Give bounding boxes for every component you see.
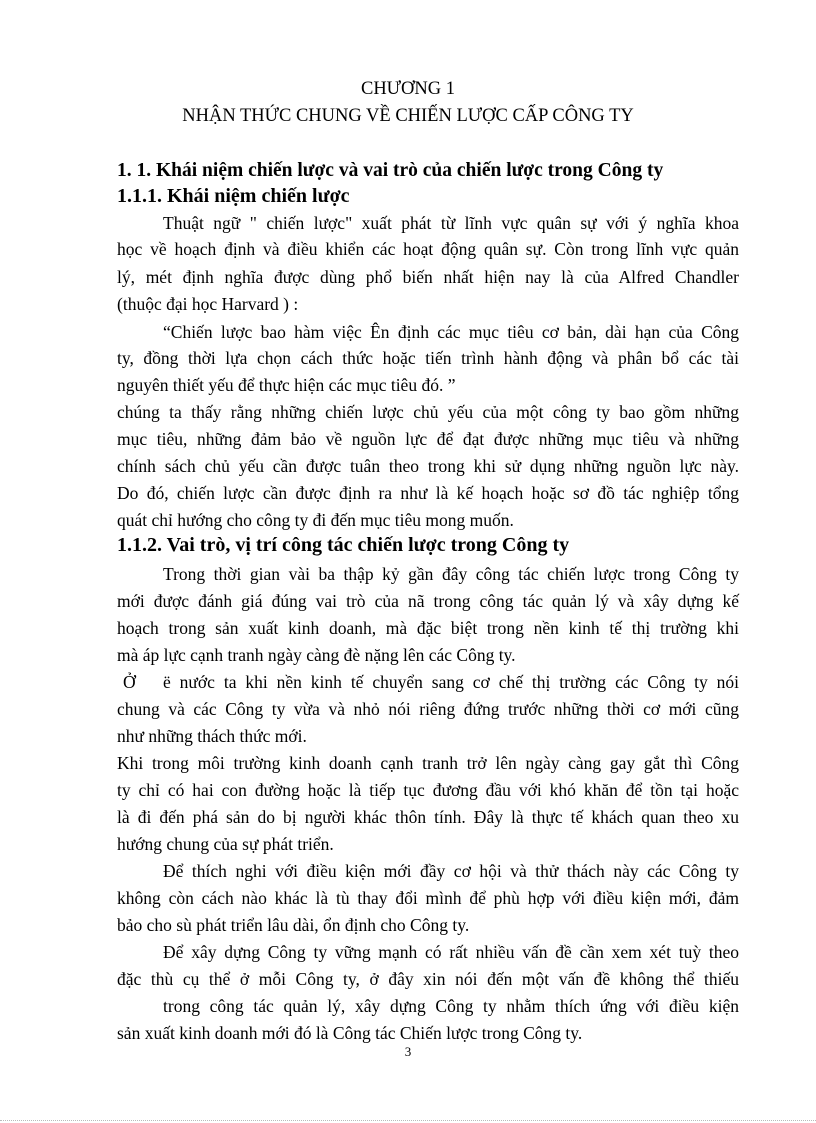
section-heading: 1. 1. Khái niệm chiến lược và vai trò của chiến lược trong Công ty (117, 160, 664, 181)
paragraph-line: mà áp lực cạnh tranh ngày càng đè nặng lên các Công ty. (117, 645, 516, 665)
paragraph-line: trong công tác quản lý, xây dựng Công ty nhằm thích ứng với điều kiện (163, 996, 739, 1016)
paragraph-line: không còn cách nào khác là tù thay đổi mình để phù hợp với điều kiện mới, đảm (117, 888, 739, 908)
paragraph-line: đặc thù cụ thể ở mỗi Công ty, ở đây xin nói đến một vấn đề không thể thiếu (117, 969, 739, 989)
paragraph-line: Trong thời gian vài ba thập kỷ gần đây công tác chiến lược trong Công ty (163, 564, 739, 584)
quote-line: ty, đồng thời lựa chọn cách thức hoặc tiến trình hành động và phân bổ các tài (117, 348, 739, 368)
paragraph-line: học về hoạch định và điều khiển các hoạt động quân sự. Còn trong lĩnh vực quản (117, 239, 739, 259)
paragraph-line: lý, mét định nghĩa được dùng phổ biến nhất hiện nay là của Alfred Chandler (117, 267, 739, 287)
paragraph-line: hoạch trong sản xuất kinh doanh, mà đặc biệt trong nền kinh tế thị trường khi (117, 618, 739, 638)
paragraph-line: Để xây dựng Công ty vững mạnh có rất nhiều vấn đề cần xem xét tuỳ theo (163, 942, 739, 962)
page-break-divider (0, 1120, 816, 1121)
paragraph-line: bảo cho sù phát triển lâu dài, ổn định cho Công ty. (117, 915, 470, 935)
quote-line: “Chiến lược bao hàm việc Ên định các mục tiêu cơ bản, dài hạn của Công (163, 322, 739, 342)
paragraph-line: Để thích nghi với điều kiện mới đầy cơ hội và thử thách này các Công ty (163, 861, 739, 881)
paragraph-line: mới được đánh giá đúng vai trò của nã trong công tác quản lý và xây dựng kế (117, 591, 739, 611)
quote-line: nguyên thiết yếu để thực hiện các mục tiêu đó. ” (117, 375, 456, 395)
paragraph-line: Khi trong môi trường kinh doanh cạnh tranh trở lên ngày càng gay gắt thì Công (117, 753, 739, 773)
paragraph-line: Do đó, chiến lược cần được định ra như là kế hoạch hoặc sơ đồ tác nghiệp tổng (117, 483, 739, 503)
chapter-number: CHƯƠNG 1 (360, 79, 455, 99)
paragraph-line: (thuộc đại học Harvard ) : (117, 294, 299, 314)
page-number: 3 (404, 1044, 412, 1059)
paragraph-line: chúng ta thấy rằng những chiến lược chủ yếu của một công ty bao gồm những (117, 402, 739, 422)
paragraph-line: là đi đến phá sản do bị người khác thôn tính. Đây là thực tế khách quan theo xu (117, 807, 739, 827)
paragraph-line: Thuật ngữ " chiến lược" xuất phát từ lĩnh vực quân sự với ý nghĩa khoa (163, 213, 739, 233)
paragraph-line: sản xuất kinh doanh mới đó là Công tác Chiến lược trong Công ty. (117, 1023, 583, 1043)
subsection-heading-1: 1.1.1. Khái niệm chiến lược (117, 185, 350, 207)
paragraph-line: ë nước ta khi nền kinh tế chuyển sang cơ chế thị trường các Công ty nói (163, 672, 739, 692)
paragraph-line: như những thách thức mới. (117, 726, 307, 746)
chapter-title: NHẬN THỨC CHUNG VỀ CHIẾN LƯỢC CẤP CÔNG TY (182, 106, 634, 126)
subsection-heading-2: 1.1.2. Vai trò, vị trí công tác chiến lược trong Công ty (117, 534, 570, 556)
paragraph-line: hướng chung của sự phát triển. (117, 834, 334, 854)
paragraph-line: chính sách chủ yếu cần được tuân theo trong khi sử dụng những nguồn lực này. (117, 456, 739, 476)
paragraph-line: quát chỉ hướng cho công ty đi đến mục tiêu mong muốn. (117, 510, 514, 530)
paragraph-line: mục tiêu, những đảm bảo về nguồn lực để đạt được những mục tiêu và những (117, 429, 739, 449)
paragraph-line: chung và các Công ty vừa và nhỏ nói riêng đứng trước những thời cơ mới cũng (117, 699, 739, 719)
drop-letter: Ở (123, 672, 136, 692)
paragraph-line: ty chỉ có hai con đường hoặc là tiếp tục đương đầu với khó khăn để tồn tại hoặc (117, 780, 739, 800)
